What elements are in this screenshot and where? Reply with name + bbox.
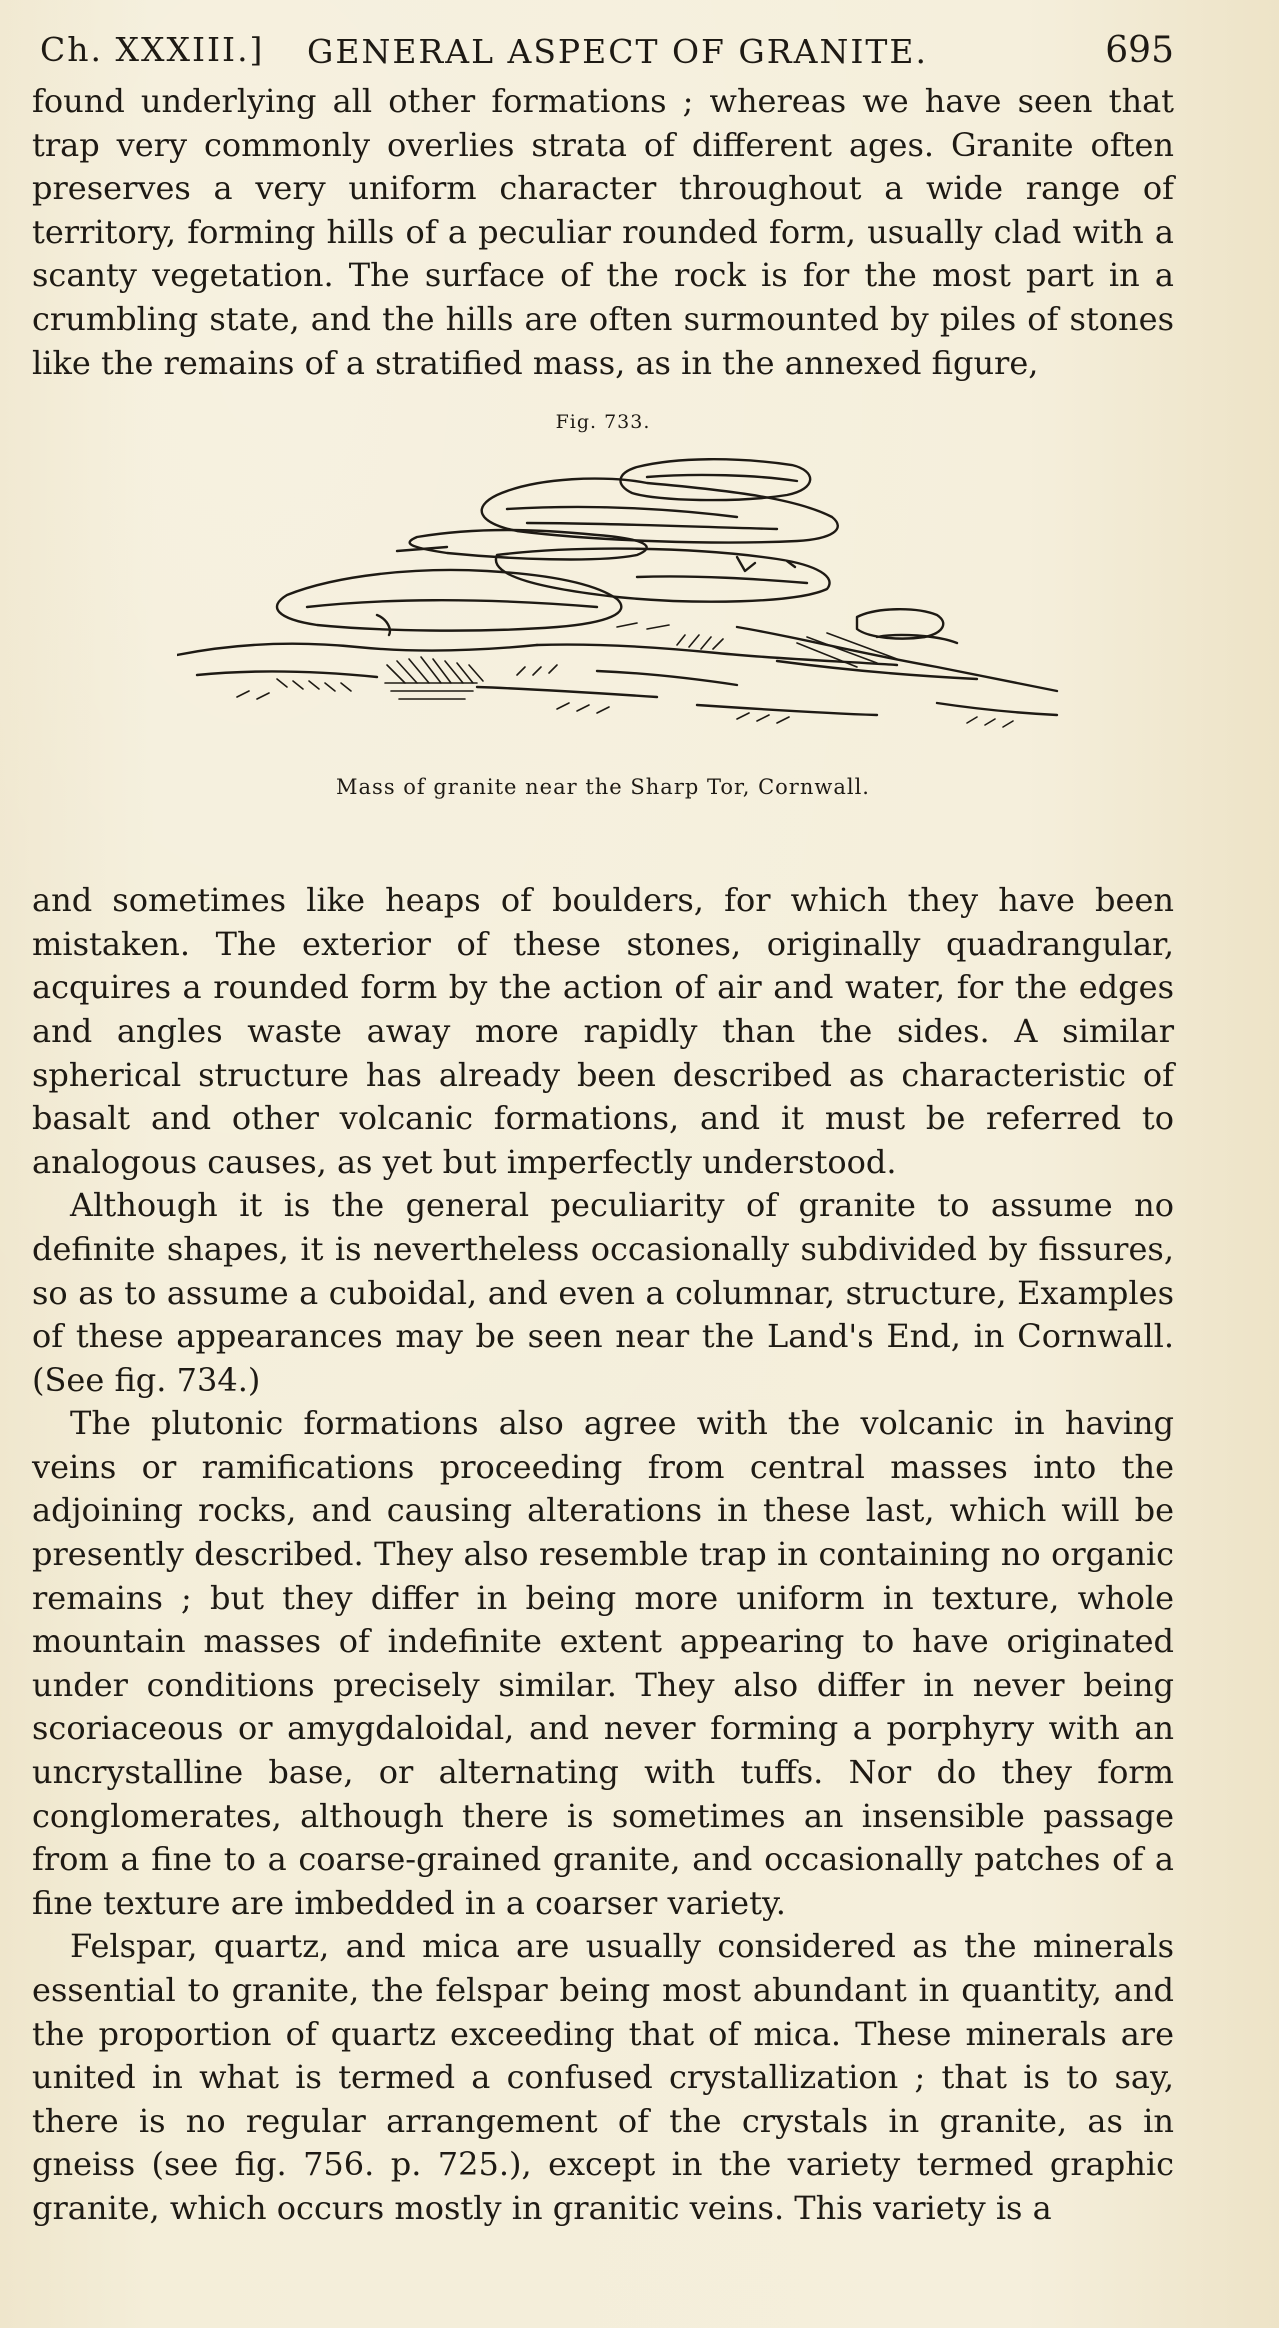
paragraph-4: The plutonic formations also agree with the volcanic in having veins or ramifications proceeding from central masses into the adjoining rocks, and causing alterations in these last, which will be presently described. They also resemble trap in containing no organic remains ; but they differ in being more uniform in texture, whole mountain masses of indefinite extent appearing to have originated under conditions precisely similar. They also differ in never being scoriaceous or amygdaloidal, and never forming a porphyry with an uncrystalline base, or alternating with tuffs. Nor do they form conglomerates, although there is sometimes an insensible passage from a fine to a coarse-grained granite, and occasionally patches of a fine texture are imbedded in a coarser variety. bbox=[32, 1404, 1174, 1922]
running-head bbox=[32, 30, 1174, 80]
figure-label: Fig. 733. bbox=[555, 411, 651, 434]
paragraph-2: and sometimes like heaps of boulders, for which they have been mistaken. The exterior of these stones, originally quadrangular, acquires a rounded form by the action of air and water, for the edges and angles waste away more rapidly than the sides. A similar spherical structure has already been described as characteristic of basalt and other volcanic formations, and it must be referred to analogous causes, as yet but imperfectly understood. bbox=[32, 881, 1174, 1181]
granite-tor-illustration bbox=[177, 447, 1097, 767]
paragraph-1: found underlying all other formations ; whereas we have seen that trap very commonly overlies strata of different ages. Granite often preserves a very uniform character throughout a wide range of territory, forming hills of a peculiar rounded form, usually clad with a scanty vegetation. The surface of the rock is for the most part in a crumbling state, and the hills are often surmounted by piles of stones like the remains of a stratified mass, as in the annexed figure, bbox=[32, 82, 1174, 382]
page-title: GENERAL ASPECT OF GRANITE. bbox=[307, 32, 928, 71]
figure-caption: Mass of granite near the Sharp Tor, Cornwall. bbox=[336, 775, 870, 800]
figure-733 bbox=[32, 405, 1174, 857]
page-number: 695 bbox=[1105, 30, 1174, 71]
paragraph-5: Felspar, quartz, and mica are usually considered as the minerals essential to granite, the felspar being most abundant in quantity, and the proportion of quartz exceeding that of mica. These minerals are united in what is termed a confused crystallization ; that is to say, there is no regular arrangement of the crystals in granite, as in gneiss (see fig. 756. p. 725.), except in the variety termed graphic granite, which occurs mostly in granitic veins. This variety is a bbox=[32, 1927, 1174, 2227]
paragraph-3: Although it is the general peculiarity of granite to assume no definite shapes, it is nevertheless occasionally subdivided by fissures, so as to assume a cuboidal, and even a columnar, structure, Examples of these appearances may be seen near the Land's End, in Cornwall. (See fig. 734.) bbox=[32, 1186, 1174, 1399]
chapter-reference: Ch. XXXIII.] bbox=[40, 30, 265, 69]
